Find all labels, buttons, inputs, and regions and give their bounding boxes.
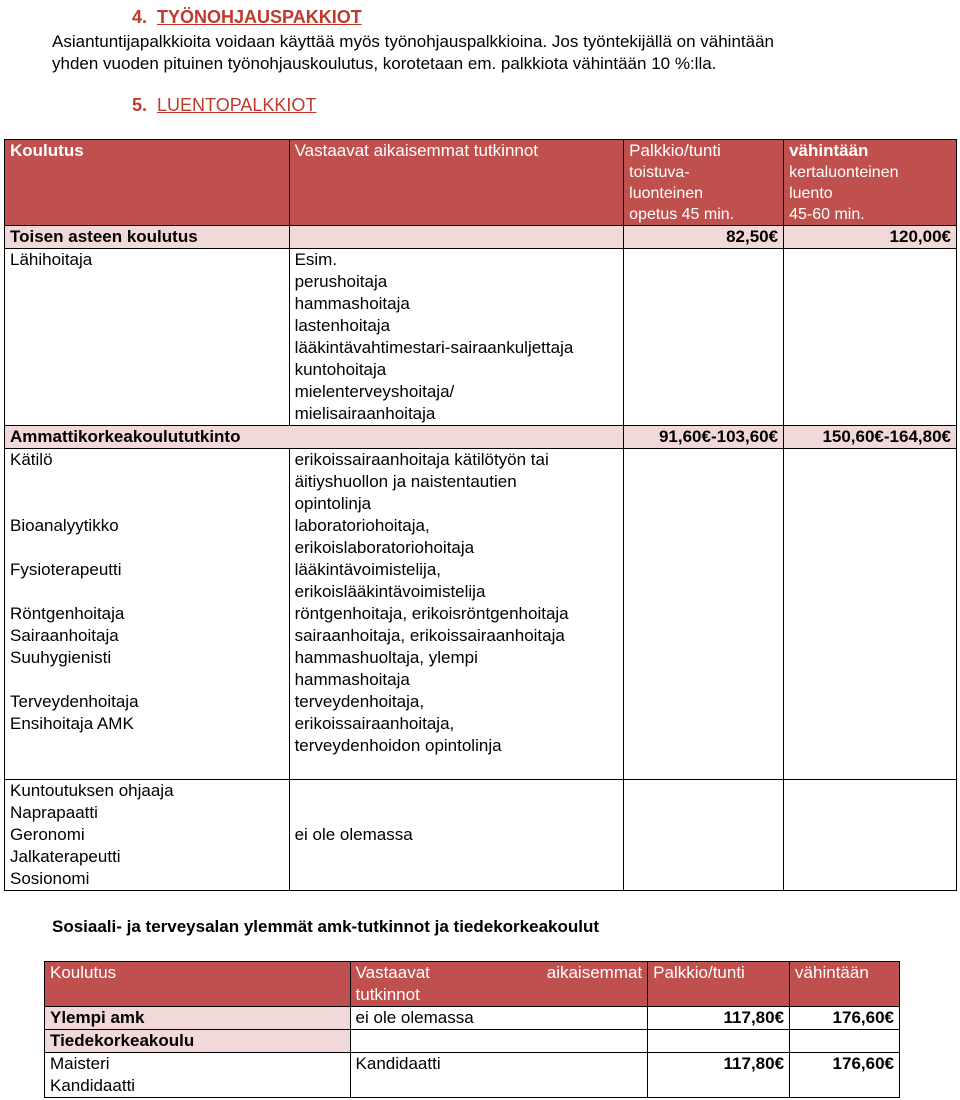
header-palkkio: Palkkio/tunti xyxy=(648,962,790,1007)
lecture-fee-table xyxy=(4,139,957,891)
sosiaali-heading: Sosiaali- ja terveysalan ylemmät amk-tutkinnot ja tiedekorkeakoulut xyxy=(52,917,600,936)
section-4-heading xyxy=(132,7,362,28)
table-row xyxy=(5,226,957,249)
paragraph-line: Asiantuntijapalkkioita voidaan käyttää myös työnohjauspalkkioina. Jos työntekijällä on vähintään xyxy=(52,32,774,51)
fee-value: 117,80€ xyxy=(648,1007,790,1030)
row-label: Toisen asteen koulutus xyxy=(5,226,290,249)
header-vahintaan: vähintään xyxy=(790,962,900,1007)
fee-value: 120,00€ xyxy=(784,226,957,249)
degree-cell: ei ole olemassa xyxy=(350,1007,648,1030)
header-palkkio: Palkkio/tunti toistuva- luonteinen opetus 45 min. xyxy=(624,140,784,226)
fee-value: 176,60€ xyxy=(790,1053,900,1098)
qualification-names: Kätilö Bioanalyytikko Fysioterapeutti Röntgenhoitaja Sairaanhoitaja Suuhygienisti Terveydenhoitaja Ensihoitaja AMK xyxy=(5,449,290,780)
header-vastaavat: Vastaavat aikaisemmat tutkinnot xyxy=(289,140,624,226)
header-koulutus: Koulutus xyxy=(5,140,290,226)
paragraph-line: yhden vuoden pituinen työnohjauskoulutus, korotetaan em. palkkiota vähintään 10 %:lla. xyxy=(52,54,717,73)
qualification-name: Lähihoitaja xyxy=(5,249,290,426)
degree-list: Esim. perushoitaja hammashoitaja lastenhoitaja lääkintävahtimestari-sairaankuljettaja kuntohoitaja mielenterveyshoitaja/ mielisairaanhoitaja xyxy=(289,249,624,426)
table-row xyxy=(45,1030,900,1053)
table-row xyxy=(5,249,957,426)
fee-value: 91,60€-103,60€ xyxy=(624,426,784,449)
fee-value: 150,60€-164,80€ xyxy=(784,426,957,449)
fee-value: 176,60€ xyxy=(790,1007,900,1030)
table-row xyxy=(5,426,957,449)
degree-cell: Kandidaatti xyxy=(350,1053,648,1098)
section-5-title: LUENTOPALKKIOT xyxy=(157,95,317,115)
row-label: Ammattikorkeakoulututkinto xyxy=(5,426,624,449)
degree-list: erikoissairaanhoitaja kätilötyön tai äitiyshuollon ja naistentautien opintolinja laboratoriohoitaja, erikoislaboratoriohoitaja lääkintävoimistelija, erikoislääkintävoimistelija röntgenhoitaja, erikoisröntgenhoitaja sairaanhoitaja, erikoissairaanhoitaja hammashuoltaja, ylempi hammashoitaja terveydenhoitaja, erikoissairaanhoitaja, terveydenhoidon opintolinja xyxy=(289,449,624,780)
table-header-row xyxy=(5,140,957,226)
table-row xyxy=(45,1007,900,1030)
header-koulutus: Koulutus xyxy=(45,962,351,1007)
table-header-row xyxy=(45,962,900,1007)
qualification-names: Kuntoutuksen ohjaaja Naprapaatti Geronomi Jalkaterapeutti Sosionomi xyxy=(5,780,290,891)
header-vahintaan: vähintään kertaluonteinen luento 45-60 min. xyxy=(784,140,957,226)
table-row xyxy=(45,1053,900,1098)
section-4-title: TYÖNOHJAUSPAKKIOT xyxy=(157,7,362,27)
degree-cell: ei ole olemassa xyxy=(289,780,624,891)
row-label: Ylempi amk xyxy=(45,1007,351,1030)
fee-value: 117,80€ xyxy=(648,1053,790,1098)
table-row xyxy=(5,780,957,891)
section-5-number: 5. xyxy=(132,95,148,115)
higher-degree-table xyxy=(44,961,900,1098)
section-4-paragraph xyxy=(52,31,932,75)
fee-value: 82,50€ xyxy=(624,226,784,249)
section-4-number: 4. xyxy=(132,7,148,27)
header-vastaavat: Vastaavat aikaisemmat tutkinnot xyxy=(350,962,648,1007)
section-5-heading xyxy=(132,95,316,116)
table-row xyxy=(5,449,957,780)
qualification-names: Maisteri Kandidaatti xyxy=(45,1053,351,1098)
row-label: Tiedekorkeakoulu xyxy=(45,1030,351,1053)
